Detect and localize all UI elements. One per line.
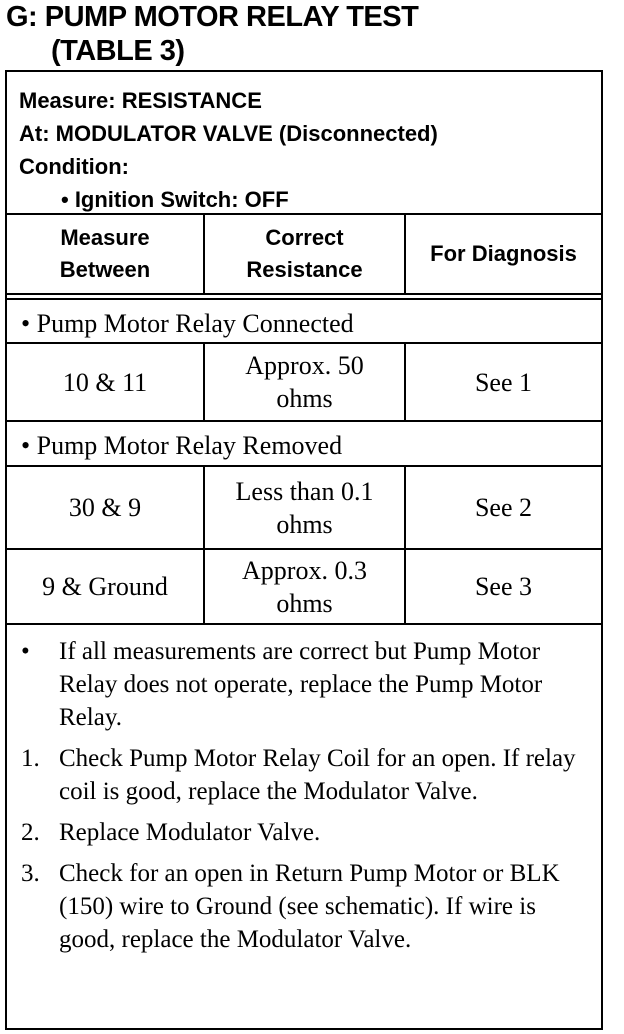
divider <box>7 420 601 422</box>
note-marker: 2. <box>21 819 40 846</box>
resistance-unit: ohms <box>276 588 333 618</box>
page-title <box>6 0 418 68</box>
measure-between-cell: 10 & 11 <box>62 367 148 397</box>
test-table <box>5 70 603 1030</box>
measure-type: Measure: RESISTANCE <box>19 88 262 113</box>
condition-label: Condition: <box>19 154 129 179</box>
note-item <box>19 857 591 956</box>
resistance-unit: ohms <box>276 384 333 413</box>
resistance-value: Less than 0.1 <box>235 476 374 506</box>
measure-header <box>7 72 601 215</box>
col-header-correct-resistance <box>205 215 404 293</box>
note-text: Check for an open in Return Pump Motor or BLK (150) wire to Ground (see schematic). If wire is good, replace the Modulator Valve. <box>59 860 560 953</box>
col-header-measure-between <box>7 215 203 293</box>
resistance-cell <box>205 550 404 623</box>
resistance-value: Approx. 50 <box>245 351 364 380</box>
diagnosis-cell: See 2 <box>474 493 533 522</box>
col-header-line: Correct <box>265 225 344 250</box>
note-item <box>19 816 591 849</box>
resistance-cell <box>205 344 404 420</box>
title-line-1: G: PUMP MOTOR RELAY TEST <box>6 1 419 33</box>
note-text: Replace Modulator Valve. <box>59 819 321 846</box>
diagnosis-notes <box>19 635 591 964</box>
resistance-cell <box>205 467 404 548</box>
divider <box>7 298 601 300</box>
note-marker: 1. <box>21 745 40 772</box>
note-item <box>19 635 591 734</box>
section-label: • Pump Motor Relay Connected <box>21 309 354 338</box>
condition-item: • Ignition Switch: OFF <box>61 187 289 212</box>
note-text: If all measurements are correct but Pump Motor Relay does not operate, replace the Pump Motor Relay. <box>59 638 543 731</box>
diagnosis-cell: See 1 <box>474 367 533 397</box>
note-text: Check Pump Motor Relay Coil for an open. If relay coil is good, replace the Modulator Valve. <box>59 745 576 805</box>
divider <box>7 623 601 625</box>
resistance-value: Approx. 0.3 <box>242 555 367 585</box>
col-header-line: Resistance <box>246 257 363 282</box>
section-label: • Pump Motor Relay Removed <box>21 431 343 460</box>
col-header-line: For Diagnosis <box>430 241 577 266</box>
note-item <box>19 742 591 808</box>
note-marker: • <box>21 638 30 665</box>
measure-location: At: MODULATOR VALVE (Disconnected) <box>19 121 438 146</box>
diagnosis-cell: See 3 <box>474 572 533 601</box>
divider <box>7 293 601 295</box>
col-header-for-diagnosis <box>406 215 601 293</box>
note-marker: 3. <box>21 860 40 887</box>
col-header-line: Measure <box>60 225 150 250</box>
measure-between-cell: 30 & 9 <box>68 493 142 522</box>
resistance-unit: ohms <box>276 509 333 539</box>
col-header-line: Between <box>59 257 151 282</box>
measure-between-cell: 9 & Ground <box>42 572 168 601</box>
title-line-2: (TABLE 3) <box>51 35 185 67</box>
